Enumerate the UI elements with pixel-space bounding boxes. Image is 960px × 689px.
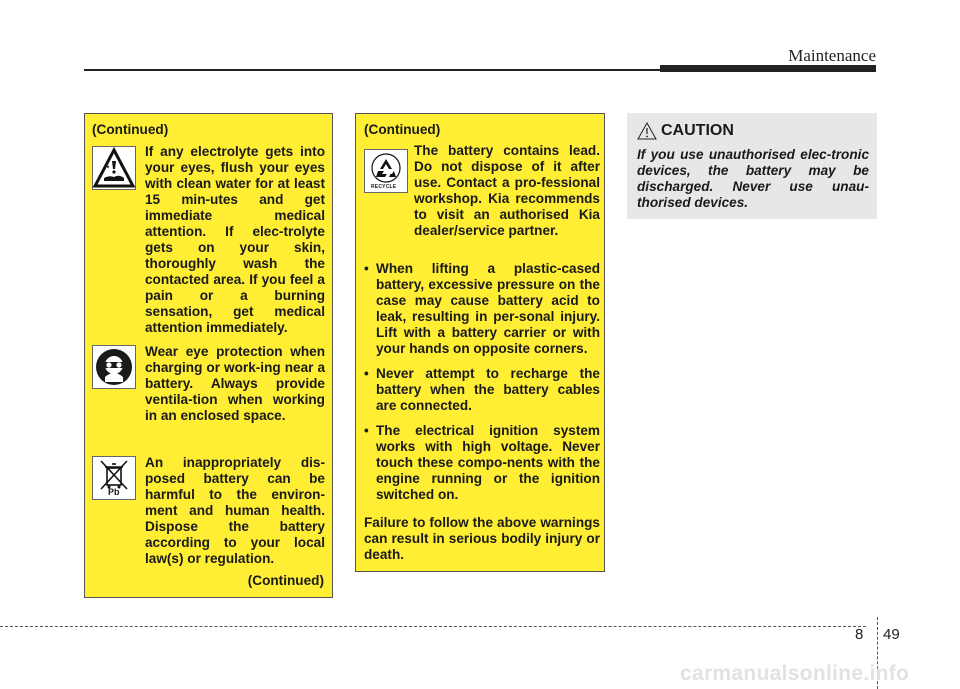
eye-protection-text: Wear eye protection when charging or work-ing near a battery. Always provide ventila-tion when working in an enclosed space. <box>145 344 325 423</box>
list-item: • When lifting a plastic-cased battery, excessive pressure on the case may cause battery acid to leak, resulting in per-sonal injury. Lift with a battery carrier or with your hands on opposite corners. <box>364 261 600 357</box>
warning-triangle-icon <box>637 122 657 140</box>
watermark: carmanualsonline.info <box>680 662 910 685</box>
caution-title: CAUTION <box>661 122 734 139</box>
continued-label-bottom: (Continued) <box>247 573 324 588</box>
continued-label-top: (Continued) <box>364 122 441 137</box>
list-item: • Never attempt to recharge the battery when the battery cables are connected. <box>364 366 600 414</box>
lead-disposal-text: The battery contains lead. Do not dispose of it after use. Contact a pro-fessional workshop. Kia recommends to visit an authorised Kia dealer/service partner. <box>414 143 600 238</box>
eye-protection-icon <box>92 345 136 389</box>
crossed-bin-icon <box>92 456 136 500</box>
continued-label-top: (Continued) <box>92 122 169 137</box>
disposal-warning-text: An inappropriately dis-posed battery can be harmful to the environ-ment and human health. Dispose the battery according to your local law(s) or regulation. <box>145 455 325 566</box>
recycle-icon <box>364 149 408 193</box>
caution-box <box>627 113 877 219</box>
warning-bullet-list <box>364 261 600 512</box>
caution-text: If you use unauthorised elec-tronic devices, the battery may be discharged. Never use unau-thorised devices. <box>637 147 869 210</box>
acid-warning-icon <box>92 146 136 190</box>
pb-label: Pb <box>108 487 120 497</box>
footer-rule <box>0 626 866 627</box>
page-number: 49 <box>883 626 900 643</box>
electrolyte-warning-text: If any electrolyte gets into your eyes, flush your eyes with clean water for at least 15 min-utes and get immediate medical attention. If elec-trolyte gets on your skin, thoroughly wash the contacted area. If you feel a pain or a burning sensation, get medical attention immediately. <box>145 144 325 335</box>
recycle-label: RECYCLE <box>371 184 397 190</box>
header-rule-accent <box>660 65 876 72</box>
list-item: • The electrical ignition system works with high voltage. Never touch these compo-nents with the engine running or the ignition switched on. <box>364 423 600 503</box>
header-rule <box>84 69 664 71</box>
warning-panel-left <box>84 113 333 598</box>
closing-warning-text: Failure to follow the above warnings can result in serious bodily injury or death. <box>364 515 600 562</box>
chapter-number: 8 <box>855 626 864 643</box>
section-title: Maintenance <box>788 46 876 65</box>
warning-panel-middle <box>355 113 605 572</box>
